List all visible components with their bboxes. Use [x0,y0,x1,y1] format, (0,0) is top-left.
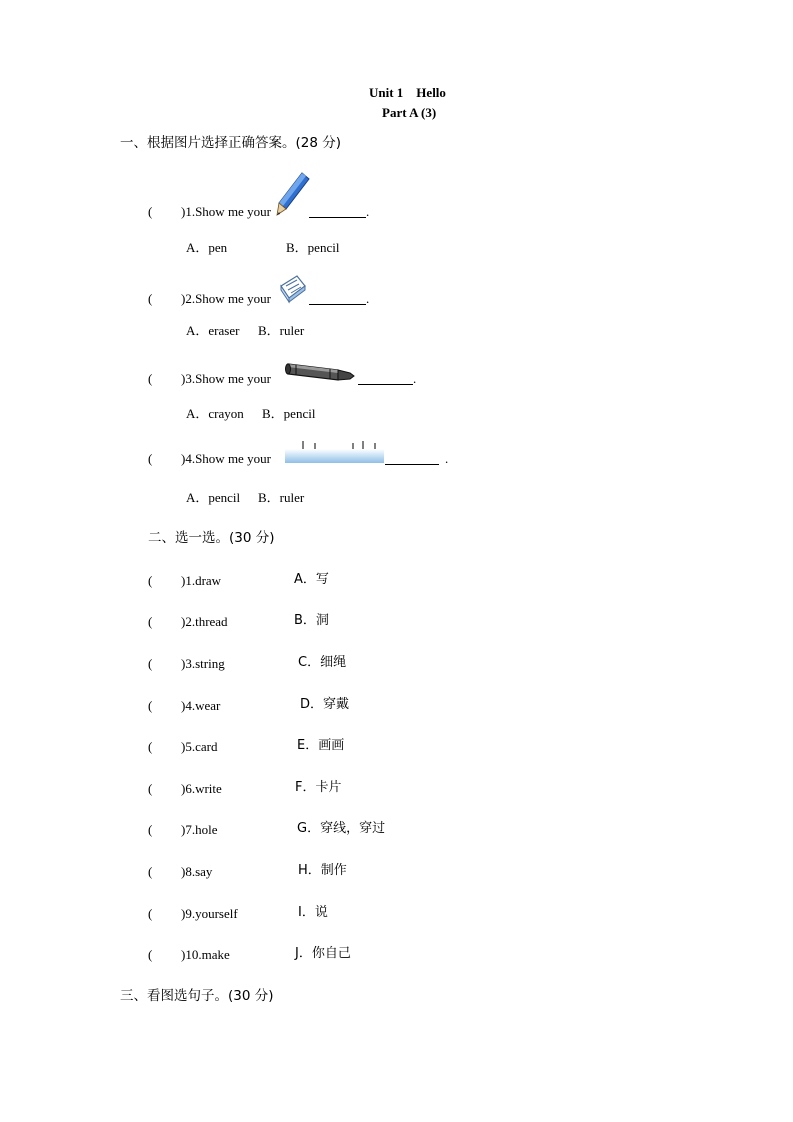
match-row-meaning: F．卡片 [295,780,342,795]
q4-answer-blank[interactable] [385,463,439,465]
q1-text: )1.Show me your [181,204,271,219]
match-row-word: )5.card [181,739,218,754]
match-row-word: )1.draw [181,573,222,588]
match-row-paren: ( [148,822,153,837]
q2-tail: . [366,291,370,306]
q1-option-b: B．pencil [286,240,340,255]
q3-option-b: B．pencil [262,406,316,421]
match-row-paren: ( [148,947,153,962]
section-1-heading: 一、根据图片选择正确答案。(28 分) [120,135,342,151]
q3-paren: ( [148,371,153,386]
match-row-paren: ( [148,614,153,629]
match-row-meaning: H．制作 [298,863,347,878]
match-row-paren: ( [148,698,153,713]
match-row-paren: ( [148,573,153,588]
q3-tail: . [413,371,417,386]
q4-tail: . [445,451,449,466]
match-row-word: )3.string [181,656,225,671]
match-row-meaning: G．穿线，穿过 [297,821,386,836]
match-row-meaning: A．写 [294,572,329,587]
q4-option-b: B．ruler [258,490,305,505]
match-row-meaning: C．细绳 [298,655,347,670]
q2-text: )2.Show me your [181,291,271,306]
ruler-icon [285,439,384,464]
match-row-paren: ( [148,656,153,671]
match-row-word: )2.thread [181,614,228,629]
q2-answer-blank[interactable] [309,303,366,305]
q3-text: )3.Show me your [181,371,271,386]
section-3-heading: 三、看图选句子。(30 分) [120,988,274,1004]
match-row-meaning: D．穿戴 [300,697,350,712]
q2-paren: ( [148,291,153,306]
q4-option-a: A．pencil [186,490,241,505]
match-row-paren: ( [148,739,153,754]
q3-option-a: A．crayon [186,406,244,421]
match-row-word: )9.yourself [181,906,238,921]
match-row-paren: ( [148,906,153,921]
q2-option-a: A．eraser [186,323,240,338]
page-subtitle: Part A (3) [382,105,437,120]
match-row-paren: ( [148,864,153,879]
match-row-meaning: E．画画 [297,738,345,753]
match-row-meaning: J．你自己 [295,946,351,961]
match-row-paren: ( [148,781,153,796]
q4-text: )4.Show me your [181,451,271,466]
q1-answer-blank[interactable] [309,216,366,218]
match-row-word: )7.hole [181,822,218,837]
q1-option-a: A．pen [186,240,228,255]
match-row-word: )4.wear [181,698,221,713]
crayon-icon [284,358,356,386]
match-row-word: )8.say [181,864,213,879]
match-row-meaning: I．说 [298,905,328,920]
q3-answer-blank[interactable] [358,383,413,385]
section-2-heading: 二、选一选。(30 分) [148,530,275,546]
page-title: Unit 1 Hello [369,85,446,100]
eraser-icon [277,272,309,304]
q1-paren: ( [148,204,153,219]
match-row-meaning: B．洞 [294,613,329,628]
q4-paren: ( [148,451,153,466]
pencil-icon [276,171,312,217]
match-row-word: )6.write [181,781,222,796]
q2-option-b: B．ruler [258,323,305,338]
match-row-word: )10.make [181,947,230,962]
q1-tail: . [366,204,370,219]
